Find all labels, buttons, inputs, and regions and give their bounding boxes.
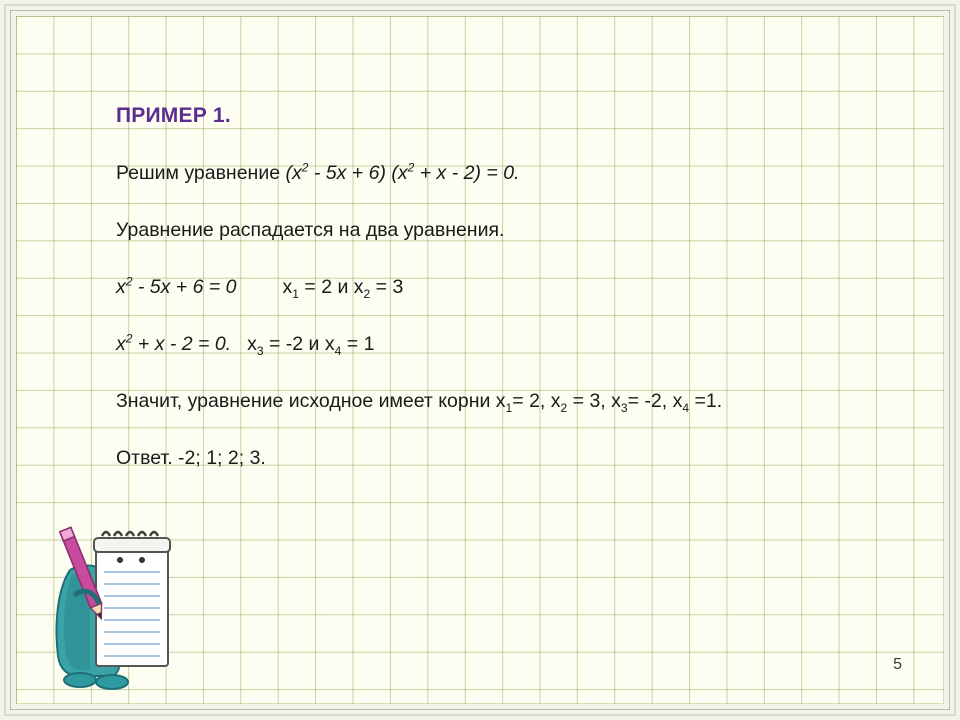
line-second-equation <box>116 333 876 356</box>
eq1-root2-value: = 3 <box>370 276 404 298</box>
eq1-exponent: 2 <box>125 274 133 289</box>
line-conclusion <box>116 390 876 413</box>
eq2-root1-index: 3 <box>256 343 264 358</box>
exponent-2-b: 2 <box>407 160 415 175</box>
first-equation <box>116 276 237 298</box>
eq1-rest: - 5х + 6 = 0 <box>132 276 237 298</box>
eq1-root1-index: 1 <box>292 286 299 301</box>
eq1-root1-var: х <box>282 276 293 298</box>
conclusion-part-b: = 2, х <box>512 390 561 412</box>
line-splits: Уравнение распадается на два уравнения. <box>116 219 505 241</box>
eq1-roots <box>282 276 404 301</box>
conclusion-part-a: Значит, уравнение исходное имеет корни х <box>116 390 506 412</box>
equation-part-b: - 5х + 6) (х <box>308 162 408 184</box>
exponent-2-a: 2 <box>301 160 309 175</box>
solve-prefix-text: Решим уравнение <box>116 162 286 184</box>
conclusion-root2-index: 2 <box>560 400 568 415</box>
conclusion-root4-index: 4 <box>682 400 690 415</box>
grid-paper-background <box>16 16 944 704</box>
eq2-root2-index: 4 <box>334 343 342 358</box>
equation-part-c: + х - 2) = 0. <box>414 162 520 184</box>
eq2-exponent: 2 <box>125 331 133 346</box>
equation-part-a: (х <box>285 162 302 184</box>
conclusion-part-e: =1. <box>689 390 723 412</box>
notepad-character-icon <box>50 510 190 690</box>
line-first-equation <box>116 276 876 299</box>
eq2-rest: + х - 2 = 0. <box>132 333 232 355</box>
eq2-root1-var: х <box>247 333 257 355</box>
eq1-root2-index: 2 <box>363 286 371 301</box>
page-number: 5 <box>893 656 902 673</box>
conclusion-root1-index: 1 <box>505 400 513 415</box>
eq1-var: х <box>116 276 126 298</box>
line-answer: Ответ. -2; 1; 2; 3. <box>116 447 266 469</box>
second-equation <box>116 333 231 355</box>
eq2-var: х <box>116 333 126 355</box>
eq1-root1-value: = 2 и х <box>299 276 364 298</box>
page-title: ПРИМЕР 1. <box>116 104 231 127</box>
eq2-root1-value: = -2 и х <box>263 333 335 355</box>
conclusion-root3-index: 3 <box>620 400 628 415</box>
conclusion-part-c: = 3, х <box>567 390 621 412</box>
conclusion-part-d: = -2, х <box>627 390 683 412</box>
line-solve-equation <box>116 162 876 185</box>
solve-equation-expression <box>285 162 519 184</box>
slide-content <box>116 104 876 470</box>
eq2-roots <box>247 333 375 358</box>
eq2-root2-value: = 1 <box>341 333 375 355</box>
